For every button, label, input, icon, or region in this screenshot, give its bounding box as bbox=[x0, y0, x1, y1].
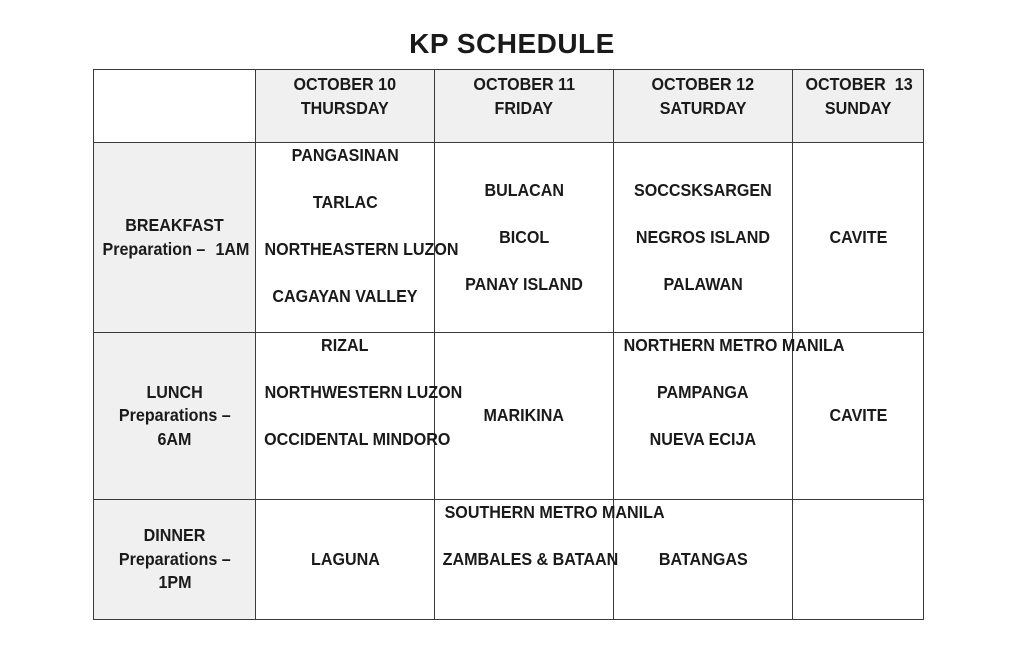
row-label-breakfast bbox=[94, 143, 256, 333]
column-header-oct-12 bbox=[614, 70, 793, 143]
assignment: PAMPANGA bbox=[657, 382, 749, 402]
assignment: RIZAL bbox=[321, 335, 369, 355]
row-lunch bbox=[94, 333, 924, 500]
column-header-day: FRIDAY bbox=[494, 97, 554, 118]
cell-lunch-oct-13 bbox=[793, 333, 924, 500]
cell-lunch-oct-10 bbox=[256, 333, 463, 500]
column-header-date: OCTOBER 10 bbox=[293, 74, 397, 94]
column-header-date: OCTOBER 12 bbox=[651, 74, 755, 94]
row-label-dinner bbox=[94, 500, 256, 620]
assignment: PANAY ISLAND bbox=[465, 273, 583, 294]
assignment: CAVITE bbox=[829, 226, 887, 247]
page-title: KP SCHEDULE bbox=[409, 28, 615, 59]
column-header-date: OCTOBER 11 bbox=[473, 74, 575, 94]
assignment: NUEVA ECIJA bbox=[649, 429, 757, 449]
meal-preparation: Preparation – bbox=[102, 238, 206, 259]
meal-time: 1AM bbox=[215, 238, 250, 259]
meal-time: 6AM bbox=[157, 428, 192, 449]
row-label-lunch bbox=[94, 333, 256, 500]
assignment: LAGUNA bbox=[310, 548, 380, 569]
cell-breakfast-oct-12 bbox=[614, 143, 793, 333]
row-dinner bbox=[94, 500, 924, 620]
assignment: NEGROS ISLAND bbox=[635, 226, 771, 247]
meal-preparation: Preparations – bbox=[118, 548, 231, 569]
corner-cell bbox=[94, 70, 256, 143]
cell-dinner-oct-11 bbox=[435, 500, 665, 620]
cell-breakfast-oct-11 bbox=[435, 143, 614, 333]
assignment: SOUTHERN METRO MANILA bbox=[444, 502, 665, 522]
assignment: NORTHEASTERN LUZON bbox=[264, 239, 459, 259]
assignment: NORTHERN METRO MANILA bbox=[623, 335, 845, 355]
assignment: BATANGAS bbox=[658, 548, 748, 569]
assignment: OCCIDENTAL MINDORO bbox=[264, 429, 451, 449]
row-breakfast bbox=[94, 143, 924, 333]
meal-time: 1PM bbox=[157, 572, 192, 593]
column-header-date-number: 13 bbox=[895, 74, 913, 94]
column-header-date: OCTOBER bbox=[805, 74, 886, 94]
column-header-oct-13 bbox=[793, 70, 924, 143]
column-header-oct-10 bbox=[256, 70, 435, 143]
cell-breakfast-oct-13 bbox=[793, 143, 924, 333]
schedule-table bbox=[93, 69, 924, 620]
assignment: PANGASINAN bbox=[291, 145, 399, 165]
header-row bbox=[94, 70, 924, 143]
column-header-oct-11 bbox=[435, 70, 614, 143]
assignment: MARIKINA bbox=[483, 405, 565, 426]
column-header-day: SUNDAY bbox=[824, 97, 892, 118]
cell-dinner-oct-10 bbox=[256, 500, 435, 620]
assignment: PALAWAN bbox=[663, 273, 743, 294]
meal-preparation: Preparations – bbox=[118, 405, 231, 426]
meal-name: LUNCH bbox=[146, 381, 203, 402]
cell-lunch-oct-12 bbox=[614, 333, 845, 500]
assignment: TARLAC bbox=[312, 192, 378, 212]
meal-name: DINNER bbox=[143, 525, 206, 546]
column-header-day: SATURDAY bbox=[659, 97, 747, 118]
assignment: BULACAN bbox=[484, 179, 564, 200]
assignment: CAGAYAN VALLEY bbox=[272, 286, 418, 306]
assignment: SOCCSKSARGEN bbox=[634, 179, 772, 200]
cell-breakfast-oct-10 bbox=[256, 143, 459, 333]
assignment: ZAMBALES & BATAAN bbox=[442, 549, 619, 569]
assignment: BICOL bbox=[498, 226, 550, 247]
assignment: NORTHWESTERN LUZON bbox=[264, 382, 463, 402]
column-header-day: THURSDAY bbox=[301, 97, 389, 118]
cell-dinner-oct-13 bbox=[793, 500, 924, 620]
cell-lunch-oct-11 bbox=[435, 333, 614, 500]
assignment: CAVITE bbox=[829, 405, 887, 426]
meal-name: BREAKFAST bbox=[125, 215, 224, 235]
